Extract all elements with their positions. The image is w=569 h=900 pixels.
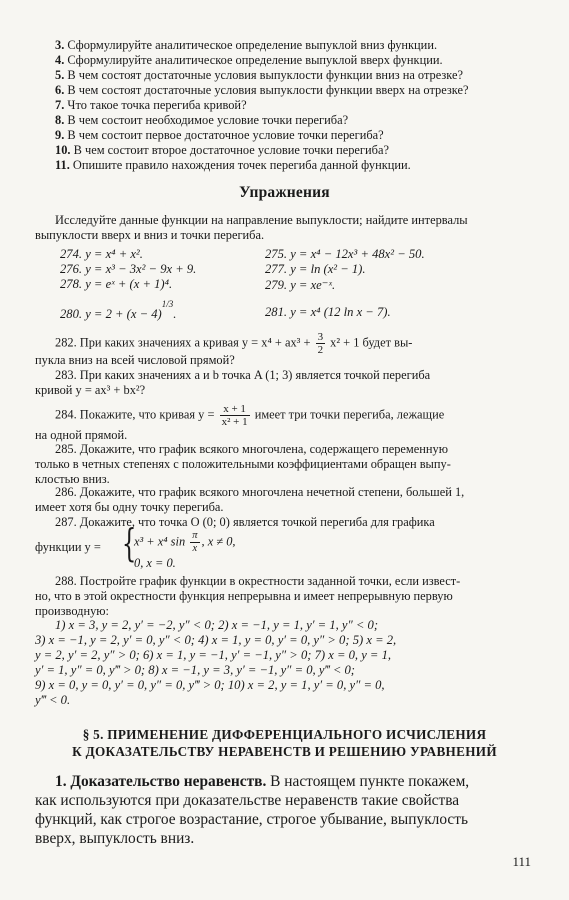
section-heading: § 5. ПРИМЕНЕНИЕ ДИФФЕРЕНЦИАЛЬНОГО ИСЧИСЛЕНИЯ [82, 727, 487, 742]
question-item: 6. В чем состоят достаточные условия выпуклости функции вверх на отрезке? [55, 83, 469, 97]
exercises-intro: Исследуйте данные функции на направление выпуклости; найдите интервалы [55, 213, 468, 227]
left-brace-icon: { [121, 521, 137, 565]
paragraph-line: вверх, выпуклость вниз. [35, 830, 195, 847]
problem-277: 277. y = ln (x² − 1). [265, 262, 366, 276]
problem-288: 288. Постройте график функции в окрестности заданной точки, если извест- [55, 574, 461, 588]
question-item: 11. Опишите правило нахождения точек перегиба данной функции. [55, 158, 411, 172]
condition-line: 3) x = −1, y = 2, y′ = 0, y″ < 0; 4) x = 1, y = 0, y′ = 0, y″ > 0; 5) x = 2, [35, 633, 397, 647]
exponent: 1/3 [161, 299, 174, 309]
page-number: 111 [512, 854, 531, 869]
section-heading-cont: К ДОКАЗАТЕЛЬСТВУ НЕРАВЕНСТВ И РЕШЕНИЮ УРАВНЕНИЙ [72, 744, 497, 759]
condition-line: y′ = 1, y″ = 0, y‴ > 0; 8) x = −1, y = 3, y′ = −1, y″ = 0, y‴ < 0; [35, 663, 355, 677]
fraction: $\frac{x + 1}{\text{x² + 1}}$ [221, 403, 248, 428]
problem-278: 278. y = eˣ + (x + 1)⁴. [60, 277, 173, 291]
subsection-title: 1. Доказательство неравенств. [55, 773, 267, 790]
problem-286: 286. Докажите, что график всякого многочлена нечетной степени, большей 1, [55, 485, 465, 499]
problem-284-cont: на одной прямой. [35, 428, 128, 442]
problem-282: 282. При каких значениях a кривая y = x⁴ + ax³ + $\frac{3}{2}$ x² + 1 будет вы- [55, 331, 413, 356]
piecewise-case-2: 0, x = 0. [134, 556, 176, 570]
problem-286-cont: имеет хотя бы одну точку перегиба. [35, 500, 224, 514]
problem-285: 285. Докажите, что график всякого многочлена, содержащего переменную [55, 442, 448, 456]
question-item: 10. В чем состоит второе достаточное условие точки перегиба? [55, 143, 389, 157]
condition-line: y = 2, y′ = 2, y″ > 0; 6) x = 1, y = −1, y′ = −1, y″ > 0; 7) x = 0, y = 1, [35, 648, 392, 662]
problem-285-cont: только в четных степенях с положительными коэффициентами обращен выпу- [35, 457, 451, 471]
problem-284: 284. Покажите, что кривая y = $\frac{x + 1}{\text{x² + 1}}$ имеет три точки перегиба, лежащие [55, 403, 445, 428]
problem-280: 280. $y = 2 + (x - 4)^{1/3}$. [60, 299, 177, 322]
question-item: 8. В чем состоит необходимое условие точки перегиба? [55, 113, 349, 127]
condition-line: 1) x = 3, y = 2, y′ = −2, y″ < 0; 2) x = −1, y = 1, y′ = 1, y″ < 0; [55, 618, 379, 632]
problem-283: 283. При каких значениях a и b точка A (1; 3) является точкой перегиба [55, 368, 431, 382]
fraction: $\frac{\pi}{x}$ [192, 530, 198, 554]
exercises-heading: Упражнения [239, 184, 330, 201]
condition-line: 9) x = 0, y = 0, y′ = 0, y″ = 0, y‴ > 0; 10) x = 2, y = 1, y′ = 0, y″ = 0, [35, 678, 385, 692]
problem-288-cont: производную: [35, 604, 109, 618]
paragraph-line: как используются при доказательстве неравенств такие свойства [35, 792, 460, 809]
problem-282-cont: пукла вниз на всей числовой прямой? [35, 353, 235, 367]
problem-281: 281. y = x⁴ (12 ln x − 7). [265, 305, 391, 319]
question-item: 5. В чем состоят достаточные условия выпуклости функции вниз на отрезке? [55, 68, 463, 82]
question-item: 3. Сформулируйте аналитическое определение выпуклой вниз функции. [55, 38, 438, 52]
problem-283-cont: кривой y = ax³ + bx²? [35, 383, 146, 397]
subsection-paragraph: 1. Доказательство неравенств. В настоящем пункте покажем, [55, 773, 470, 790]
condition-line: y‴ < 0. [35, 693, 71, 707]
question-item: 4. Сформулируйте аналитическое определение выпуклой вверх функции. [55, 53, 443, 67]
exercises-intro-cont: выпуклости вверх и вниз и точки перегиба. [35, 228, 265, 242]
fraction: $\frac{3}{2}$ [317, 331, 324, 356]
problem-287: 287. Докажите, что точка O (0; 0) является точкой перегиба для графика [55, 515, 435, 529]
problem-276: 276. y = x³ − 3x² − 9x + 9. [60, 262, 197, 276]
question-item: 9. В чем состоит первое достаточное условие точки перегиба? [55, 128, 384, 142]
problem-288-cont: но, что в этой окрестности функция непрерывна и имеет непрерывную первую [35, 589, 453, 603]
problem-275: 275. y = x⁴ − 12x³ + 48x² − 50. [265, 247, 425, 261]
problem-279: 279. y = xe⁻ˣ. [265, 278, 336, 292]
question-item: 7. Что такое точка перегиба кривой? [55, 98, 247, 112]
problem-285-cont: клостью вниз. [35, 472, 110, 486]
problem-287-label: функции y = [35, 540, 101, 554]
paragraph-line: функций, как строгое возрастание, строгое убывание, выпуклость [35, 811, 469, 828]
problem-274: 274. y = x⁴ + x². [60, 247, 143, 261]
piecewise-case-1: x³ + x⁴ sin $\frac{\pi}{x}$ , x ≠ 0, [134, 530, 236, 554]
